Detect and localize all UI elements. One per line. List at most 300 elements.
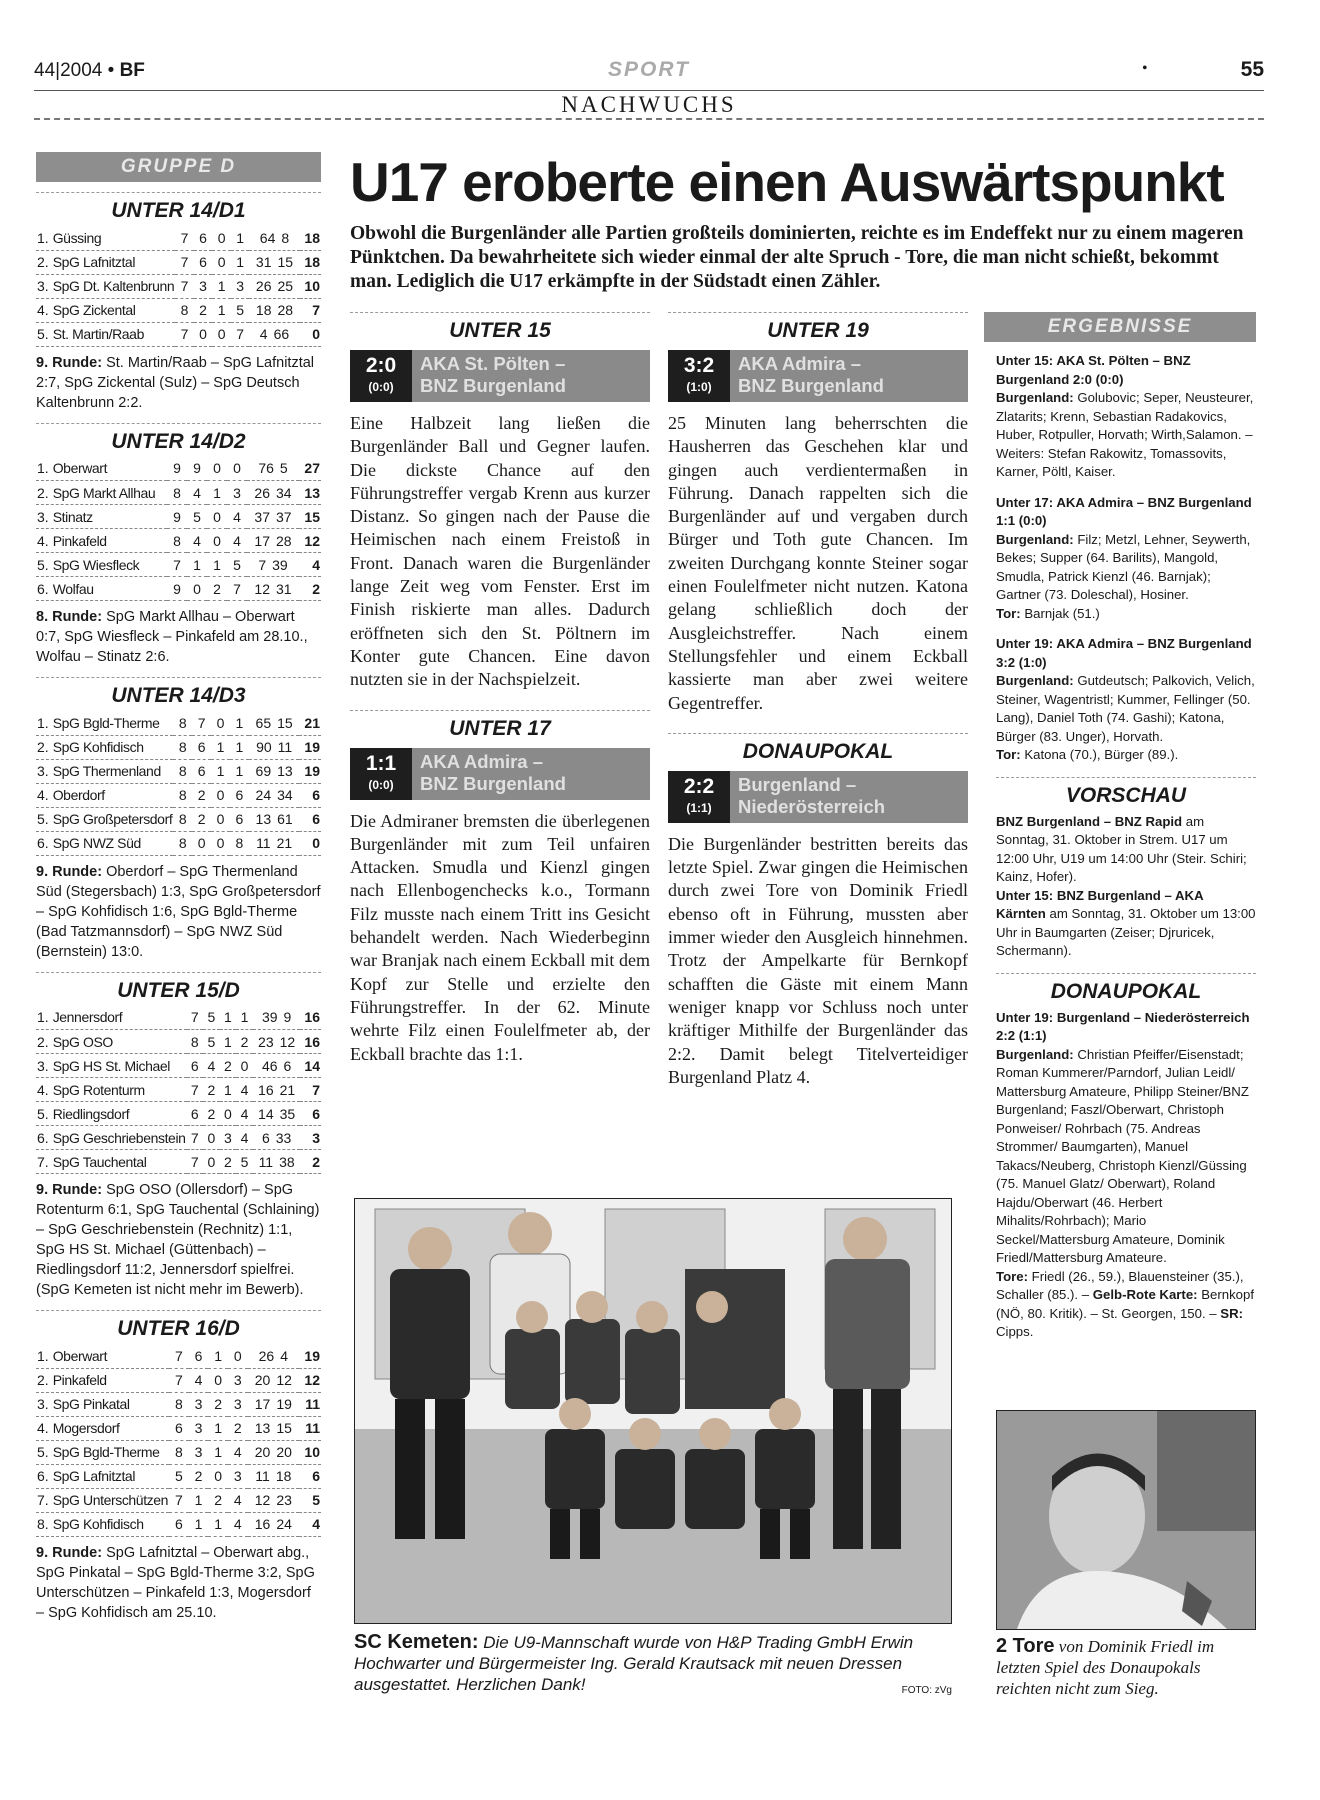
lineup-label: Burgenland: <box>996 1046 1074 1062</box>
goals-cell <box>247 457 299 481</box>
rank: 6. <box>37 1129 49 1146</box>
stat-cell: 0 <box>203 1126 220 1150</box>
team-cell <box>36 1440 169 1464</box>
team-cell <box>36 711 173 735</box>
result-u15-match: Unter 15: AKA St. Pölten – BNZ Burgenland 2:0 (0:0) <box>996 353 1191 387</box>
round-results <box>36 1543 321 1623</box>
stat-cell: 6 <box>194 226 213 250</box>
goals-against: 31 <box>276 580 292 597</box>
u19-result <box>668 350 968 402</box>
table-row <box>36 322 321 346</box>
team-cell <box>36 1416 169 1440</box>
goals-against: 12 <box>276 1372 292 1388</box>
team-cell <box>36 505 167 529</box>
table-row <box>36 1030 321 1054</box>
stat-cell: 7 <box>175 226 194 250</box>
stat-cell: 5 <box>231 298 250 322</box>
stat-cell: 5 <box>203 1030 220 1054</box>
stat-cell: 0 <box>207 529 227 553</box>
stat-cell: 5 <box>227 553 247 577</box>
stat-cell: 1 <box>231 226 250 250</box>
goals-for: 11 <box>256 835 271 851</box>
points-cell: 6 <box>299 783 321 807</box>
goals-for: 11 <box>255 1468 270 1484</box>
points-cell: 16 <box>300 1030 321 1054</box>
donaupokal-teams <box>730 771 968 823</box>
preview-heading: VORSCHAU <box>996 777 1256 813</box>
points-cell: 11 <box>299 1416 321 1440</box>
goals-for: 76 <box>258 460 274 477</box>
headline: U17 eroberte einen Auswärtspunkt <box>350 151 1224 213</box>
stat-cell: 1 <box>230 759 249 783</box>
stat-cell: 2 <box>208 1392 228 1416</box>
points-cell: 18 <box>300 226 321 250</box>
team-cell <box>36 577 167 601</box>
goals-cell <box>247 529 299 553</box>
results-heading: ERGEBNISSE <box>984 312 1256 342</box>
group-label: GRUPPE D <box>36 152 321 182</box>
goals-cell <box>253 1030 301 1054</box>
round-text: St. Martin/Raab – SpG Lafnitztal 2:7, SpG Zickental (Sulz) – SpG Deutsch Kaltenbrunn 2:2. <box>36 354 315 411</box>
stat-cell: 1 <box>230 735 249 759</box>
stat-cell: 1 <box>220 1030 237 1054</box>
goal-label: Tor: <box>996 747 1021 762</box>
league-title: UNTER 15/D <box>36 972 321 1006</box>
stat-cell: 1 <box>189 1512 209 1536</box>
standings-column <box>36 152 321 1623</box>
stat-cell: 8 <box>173 735 192 759</box>
stat-cell: 2 <box>208 1488 228 1512</box>
points-cell: 4 <box>299 553 321 577</box>
team-cell <box>36 1488 169 1512</box>
lead-paragraph: Obwohl die Burgenländer alle Partien großteils dominierten, reichte es im Endeffekt nur zu einem mageren Pünktchen. Da bewahrheitete sich wieder einmal der alte Spruch - Tore, die man nicht schießt, bekommt man. Lediglich die U17 erkämpfte in der Südstadt einen Zähler. <box>350 223 1244 292</box>
goals-cell <box>248 1368 300 1392</box>
team-cell <box>36 529 167 553</box>
team-cell <box>36 298 175 322</box>
rank: 3. <box>37 278 49 294</box>
stat-cell: 4 <box>203 1054 220 1078</box>
goals-cell <box>249 322 299 346</box>
stat-cell: 1 <box>230 711 249 735</box>
table-row <box>36 481 321 505</box>
preview-1 <box>996 813 1256 887</box>
stat-cell: 7 <box>187 1150 204 1174</box>
stat-cell: 4 <box>236 1102 253 1126</box>
stat-cell: 2 <box>228 1416 248 1440</box>
team-photo <box>354 1198 952 1624</box>
donaupokal-result <box>668 771 968 823</box>
stat-cell: 2 <box>203 1102 220 1126</box>
goals-cell <box>248 1440 300 1464</box>
goals-against: 28 <box>277 302 294 318</box>
points-cell: 7 <box>300 1078 321 1102</box>
stat-cell: 0 <box>203 1150 220 1174</box>
u17-halftime: (0:0) <box>368 777 394 792</box>
rank: 4. <box>37 787 49 803</box>
team-cell <box>36 274 175 298</box>
goals-cell <box>249 783 300 807</box>
goals-cell <box>247 505 299 529</box>
goals-for: 31 <box>255 254 272 270</box>
rank: 7. <box>37 1153 49 1170</box>
round-text: Oberdorf – SpG Thermenland Süd (Stegersbach) 1:3, SpG Großpetersdorf – SpG Kohfidisch 1:6, SpG Bgld-Therme (Bad Tatzmannsdorf) – SpG NWZ Süd (Bernstein) 13:0. <box>36 863 321 960</box>
goals-cell <box>253 1102 301 1126</box>
round-label: 9. Runde: <box>36 1182 103 1198</box>
goals-cell <box>248 1416 300 1440</box>
team-cell <box>36 1006 187 1030</box>
team-cell <box>36 457 167 481</box>
goals-against: 5 <box>279 460 288 477</box>
stat-cell: 8 <box>167 481 187 505</box>
subsection-title: NACHWUCHS <box>561 92 737 117</box>
points-cell: 6 <box>300 1102 321 1126</box>
u15-score-box <box>350 350 412 402</box>
goals-against: 61 <box>277 811 293 827</box>
stat-cell: 5 <box>236 1150 253 1174</box>
u19-team-home: AKA Admira – <box>738 353 862 374</box>
stat-cell: 6 <box>187 1102 204 1126</box>
stat-cell: 3 <box>189 1440 209 1464</box>
goals-for: 24 <box>255 787 272 803</box>
team-cell <box>36 1392 169 1416</box>
result-u17 <box>996 494 1256 624</box>
points-cell: 19 <box>299 759 321 783</box>
table-row <box>36 553 321 577</box>
team-cell <box>36 1054 187 1078</box>
team-name: SpG Pinkatal <box>52 1396 130 1412</box>
goals-for: 64 <box>259 229 276 246</box>
header-dot: • <box>1142 60 1148 77</box>
stat-cell: 0 <box>227 457 247 481</box>
u19-heading: UNTER 19 <box>668 312 968 348</box>
preview-1-details: am Sonntag, 31. Oktober in Strem. U17 um 12:00 Uhr, U19 um 14:00 Uhr (Steir. Schiri; Kainz, Hofer). <box>996 813 1247 884</box>
stat-cell: 3 <box>228 1464 248 1488</box>
donaupokal-report: Die Burgenländer bestritten bereits das letzte Spiel. Zwar gingen die Heimischen durch zwei Tore von Dominik Friedl ebenso oft in Führung, mussten aber immer wieder den Ausgleich hinnehmen. Trotz der Ampelkarte für Bernkopf schafften die Gäste mit einem Mann weniger knapp vor Schluss noch unter kräftiger Mithilfe der Burgenländer das 2:2. Damit belegt Titelverteidiger Burgenland Platz 4. <box>668 833 968 1087</box>
goals-cell <box>248 1488 300 1512</box>
league-list <box>36 192 321 1623</box>
points-cell: 16 <box>300 1006 321 1030</box>
stat-cell: 7 <box>167 553 187 577</box>
points-cell: 2 <box>300 1150 321 1174</box>
table-row <box>36 1344 321 1368</box>
photo-caption <box>354 1632 952 1701</box>
points-cell: 2 <box>299 577 321 601</box>
table-row <box>36 759 321 783</box>
u15-teams <box>412 350 650 402</box>
stat-cell: 3 <box>189 1392 209 1416</box>
rank: 5. <box>37 556 49 573</box>
team-name: SpG Geschriebenstein <box>52 1129 186 1146</box>
rank: 3. <box>37 1396 49 1412</box>
goals-for: 14 <box>258 1105 274 1122</box>
goals-cell <box>249 831 300 855</box>
goals-against: 6 <box>283 1057 292 1074</box>
stat-cell: 3 <box>194 274 213 298</box>
team-name: Wolfau <box>52 580 94 597</box>
stat-cell: 7 <box>231 322 250 346</box>
stat-cell: 4 <box>187 529 207 553</box>
round-results <box>36 353 321 413</box>
team-cell <box>36 783 173 807</box>
goals-cell <box>253 1006 301 1030</box>
donaupokal-team-away: Niederösterreich <box>738 795 886 817</box>
stat-cell: 0 <box>212 322 231 346</box>
donaupokal-heading: DONAUPOKAL <box>668 733 968 769</box>
stat-cell: 8 <box>167 529 187 553</box>
team-name: Riedlingsdorf <box>52 1105 130 1122</box>
u19-teams <box>730 350 968 402</box>
team-name: SpG Lafnitztal <box>52 254 136 270</box>
team-name: SpG Thermenland <box>52 763 161 779</box>
goals-for: 26 <box>255 278 272 294</box>
goals-against: 15 <box>277 254 294 270</box>
round-label: 8. Runde: <box>36 609 103 625</box>
brand: BF <box>119 60 145 81</box>
points-cell: 19 <box>299 735 321 759</box>
lineup-donaupokal: Christian Pfeiffer/Eisenstadt; Roman Kummerer/Parndorf, Julian Leidl/ Mattersburg Amateure, Philipp Steiner/BNZ Burgenland; Faszl/Oberwart, Christoph Ponweiser/ Rohrbach (75. Andreas Strommer/ Baumgarten), Manuel Takacs/Neuberg, Christoph Kienzl/Güssing (75. Manuel Glatz/ Oberwart), Roland Hajdu/Oberwart (46. Herbert Mihalits/Rohrbach); Mario Seckel/Mattersburg Amateure, Dominik Friedl/Mattersburg Amateure. <box>996 1046 1249 1265</box>
goals-for: 39 <box>261 1009 278 1026</box>
card-label: Gelb-Rote Karte: <box>1092 1287 1198 1302</box>
rank: 4. <box>37 302 49 318</box>
goals-cell <box>249 807 300 831</box>
table-row <box>36 1078 321 1102</box>
points-cell: 6 <box>299 1464 321 1488</box>
team-name: SpG Markt Allhau <box>52 484 156 501</box>
table-row <box>36 226 321 250</box>
table-row <box>36 711 321 735</box>
u17-report: Die Admiraner bremsten die überlegenen Burgenländer mit zum Teil unfairen Attacken. Smudla und Kienzl gingen nach Ellenbogenchecks k.o., Tormann Filz musste nach einem Tritt ins Gesicht behandelt werden. Nach Wiederbeginn war Branjak nach einem Eckball mit dem Kopf zur Stelle und erzielte den Führungstreffer. In der 62. Minute wehrte Filz einen Foulelfmeter ab, der Eckball brachte das 1:1. <box>350 810 650 1064</box>
goals-cell <box>248 1344 300 1368</box>
stat-cell: 6 <box>230 783 249 807</box>
column-b <box>350 312 650 1066</box>
header-rule <box>34 90 1264 91</box>
stat-cell: 8 <box>173 711 192 735</box>
points-cell: 6 <box>299 807 321 831</box>
stat-cell: 3 <box>189 1416 209 1440</box>
u15-report: Eine Halbzeit lang ließen die Burgenländer Ball und Gegner laufen. Die dickste Chance auf den Führungstreffer vergab Krenn aus kurzer Distanz. So gingen nach der Pause die Heimischen nach einem Freistoß in Front. Danach waren die Burgenländer lange Zeit weg vom Fenster. Erst im Finish riskierte man alles. Dadurch eröffneten sich den St. Pöltnern im Konter gute Chancen. Eine davon nutzten sie in der Nachspielzeit. <box>350 413 650 690</box>
team-cell <box>36 831 173 855</box>
goals-for: 4 <box>259 326 268 342</box>
stat-cell: 2 <box>192 807 211 831</box>
goals-against: 15 <box>277 714 293 731</box>
team-name: Oberdorf <box>52 787 105 803</box>
team-cell <box>36 1464 169 1488</box>
preview-2-details: am Sonntag, 31. Oktober um 13:00 Uhr in Baumgarten (Zeiser; Djruricek, Schermann). <box>996 906 1256 958</box>
rank: 5. <box>37 1444 49 1460</box>
portrait-caption-text: von Dominik Friedl im letzten Spiel des Donaupokals reichten nicht zum Sieg. <box>996 1637 1215 1698</box>
goals-for: 6 <box>261 1129 270 1146</box>
goals-cell <box>249 226 299 250</box>
stat-cell: 6 <box>169 1512 189 1536</box>
team-name: SpG NWZ Süd <box>52 835 141 851</box>
u19-team-away: BNZ Burgenland <box>738 375 884 396</box>
header-dashed-rule <box>34 118 1264 120</box>
team-cell <box>36 553 167 577</box>
goals-cell <box>247 577 299 601</box>
stat-cell: 6 <box>169 1416 189 1440</box>
u15-heading: UNTER 15 <box>350 312 650 348</box>
u17-team-home: AKA Admira – <box>420 750 544 772</box>
goals-against: 20 <box>276 1444 292 1460</box>
donaupokal-score-box <box>668 771 730 823</box>
donaupokal-score: 2:2 <box>683 774 715 798</box>
rank: 2. <box>37 484 49 501</box>
stat-cell: 1 <box>189 1488 209 1512</box>
stat-cell: 4 <box>236 1126 253 1150</box>
stat-cell: 1 <box>220 1078 237 1102</box>
table-row <box>36 1150 321 1174</box>
league-title: UNTER 14/D2 <box>36 423 321 457</box>
round-label: 9. Runde: <box>36 1544 103 1561</box>
team-name: Jennersdorf <box>52 1009 123 1026</box>
goals-for: 11 <box>258 1153 274 1170</box>
rank: 3. <box>37 508 49 525</box>
article-header <box>350 152 1262 294</box>
u17-score-box <box>350 748 412 800</box>
goals-against: 21 <box>279 1081 296 1098</box>
team-cell <box>36 1512 169 1536</box>
u19-report: 25 Minuten lang beherrschten die Hausherren das Geschehen klar und gingen auch verdientermaßen in Führung. Danach rappelten sich die Burgenländer auf und vergaben durch Bürger und Toth gute Chancen. Im zweiten Durchgang konnte Steiner sogar einen Foulelfmeter nicht nutzen. Katona gelang schließlich doch der Ausgleichstreffer. Nach einem Stellungsfehler und einem Eckball kassierte man aber zwei weitere Gegentreffer. <box>668 413 968 713</box>
stat-cell: 3 <box>228 1368 248 1392</box>
result-u19-match: Unter 19: AKA Admira – BNZ Burgenland 3:2 (1:0) <box>996 636 1252 670</box>
lineup-label: Burgenland: <box>996 531 1074 547</box>
rank: 5. <box>37 811 49 827</box>
caption-text: Die U9-Mannschaft wurde von H&P Trading GmbH Erwin Hochwarter und Bürgermeister Ing. Gerald Krautsack mit neuen Dressen ausgestattet. Herzlichen Dank! <box>354 1633 914 1694</box>
goals-against: 24 <box>276 1516 292 1532</box>
goals-u19: Katona (70.), Bürger (89.). <box>1024 747 1179 762</box>
table-row <box>36 831 321 855</box>
stat-cell: 7 <box>175 322 194 346</box>
team-cell <box>36 1030 187 1054</box>
team-name: Pinkafeld <box>52 1372 107 1388</box>
u15-score: 2:0 <box>365 354 397 377</box>
goals-for: 7 <box>258 556 267 573</box>
goals-cell <box>249 759 300 783</box>
rank: 3. <box>37 763 49 779</box>
goals-against: 28 <box>276 532 292 549</box>
stat-cell: 0 <box>194 322 213 346</box>
goals-for: 90 <box>256 739 272 755</box>
team-name: Güssing <box>52 229 102 246</box>
goals-against: 39 <box>272 556 288 573</box>
rank: 6. <box>37 835 49 851</box>
standings-table <box>36 1344 321 1537</box>
u17-heading: UNTER 17 <box>350 710 650 746</box>
goals-cell <box>249 298 299 322</box>
round-label: 9. Runde: <box>36 863 103 880</box>
goals-cell <box>253 1150 301 1174</box>
table-row <box>36 807 321 831</box>
goals-against: 11 <box>277 739 293 755</box>
stat-cell: 8 <box>173 783 192 807</box>
team-name: Oberwart <box>52 1347 108 1364</box>
goals-for: 69 <box>255 763 272 779</box>
points-cell: 5 <box>299 1488 321 1512</box>
stat-cell: 4 <box>236 1078 253 1102</box>
goals-for: 13 <box>255 811 272 827</box>
preview-1-teams: BNZ Burgenland – BNZ Rapid <box>996 813 1183 829</box>
table-row <box>36 250 321 274</box>
goals-for: 18 <box>255 302 272 318</box>
u17-team-away: BNZ Burgenland <box>420 772 566 794</box>
lineup-u17: Filz; Metzl, Lehner, Seywerth, Bekes; Supper (64. Barilits), Mangold, Smudla, Patrick Kienzl (46. Barnjak); Gartner (73. Doleschal), Hosiner. <box>996 531 1251 602</box>
donaupokal-sidebar-text <box>984 1009 1256 1342</box>
team-cell <box>36 1102 187 1126</box>
team-cell <box>36 1344 169 1368</box>
rank: 4. <box>37 1081 49 1098</box>
team-name: Mogersdorf <box>52 1420 120 1436</box>
results-sidebar <box>984 312 1256 1354</box>
stat-cell: 7 <box>175 250 194 274</box>
table-row <box>36 1416 321 1440</box>
team-name: SpG Unterschützen <box>52 1492 169 1508</box>
caption-bold: SC Kemeten: <box>354 1631 479 1653</box>
rank: 3. <box>37 1057 49 1074</box>
stat-cell: 1 <box>220 1006 237 1030</box>
u17-result <box>350 748 650 800</box>
stat-cell: 9 <box>187 457 207 481</box>
lineup-u19: Gutdeutsch; Palkovich, Velich, Steiner, Wagentristl; Kummer, Fellinger (50. Lang), Daniel Toth (74. Gashi); Katona, Bürger (83. Unger), Horvath. <box>996 673 1255 744</box>
goals-against: 37 <box>276 508 292 525</box>
goals-for: 12 <box>254 580 270 597</box>
goals-cell <box>253 1078 301 1102</box>
stat-cell: 2 <box>194 298 213 322</box>
goals-against: 15 <box>276 1420 292 1436</box>
stat-cell: 6 <box>189 1344 209 1368</box>
goals-against: 34 <box>277 787 293 803</box>
goals-against: 21 <box>276 835 293 851</box>
stat-cell: 7 <box>227 577 247 601</box>
goals-against: 35 <box>279 1105 296 1122</box>
page-number: 55 <box>1240 58 1264 81</box>
stat-cell: 0 <box>211 831 230 855</box>
stat-cell: 7 <box>192 711 211 735</box>
team-name: SpG Rotenturm <box>52 1081 145 1098</box>
goals-against: 13 <box>277 763 293 779</box>
stat-cell: 8 <box>230 831 249 855</box>
stat-cell: 2 <box>203 1078 220 1102</box>
goals-cell <box>248 1392 300 1416</box>
goals-cell <box>253 1126 301 1150</box>
stat-cell: 6 <box>187 1054 204 1078</box>
stat-cell: 1 <box>207 553 227 577</box>
goals-against: 34 <box>276 484 292 501</box>
stat-cell: 2 <box>220 1150 237 1174</box>
section-top: SPORT <box>608 58 690 81</box>
stat-cell: 1 <box>208 1416 228 1440</box>
table-row <box>36 1440 321 1464</box>
points-cell: 12 <box>299 1368 321 1392</box>
team-cell <box>36 481 167 505</box>
team-cell <box>36 807 173 831</box>
table-row <box>36 1464 321 1488</box>
round-label: 9. Runde: <box>36 354 103 371</box>
preview-text <box>984 813 1256 961</box>
league-title: UNTER 14/D3 <box>36 677 321 711</box>
team-name: SpG Großpetersdorf <box>52 811 173 827</box>
goals-against: 33 <box>275 1129 292 1146</box>
stat-cell: 3 <box>227 481 247 505</box>
team-cell <box>36 322 175 346</box>
stat-cell: 0 <box>208 1464 228 1488</box>
stat-cell: 1 <box>208 1512 228 1536</box>
stat-cell: 8 <box>173 807 192 831</box>
donaupokal-team-home: Burgenland – <box>738 773 857 795</box>
stat-cell: 0 <box>207 457 227 481</box>
stat-cell: 6 <box>194 250 213 274</box>
preview-2-teams: Unter 15: BNZ Burgenland – AKA Kärnten <box>996 887 1204 921</box>
stat-cell: 9 <box>167 577 187 601</box>
